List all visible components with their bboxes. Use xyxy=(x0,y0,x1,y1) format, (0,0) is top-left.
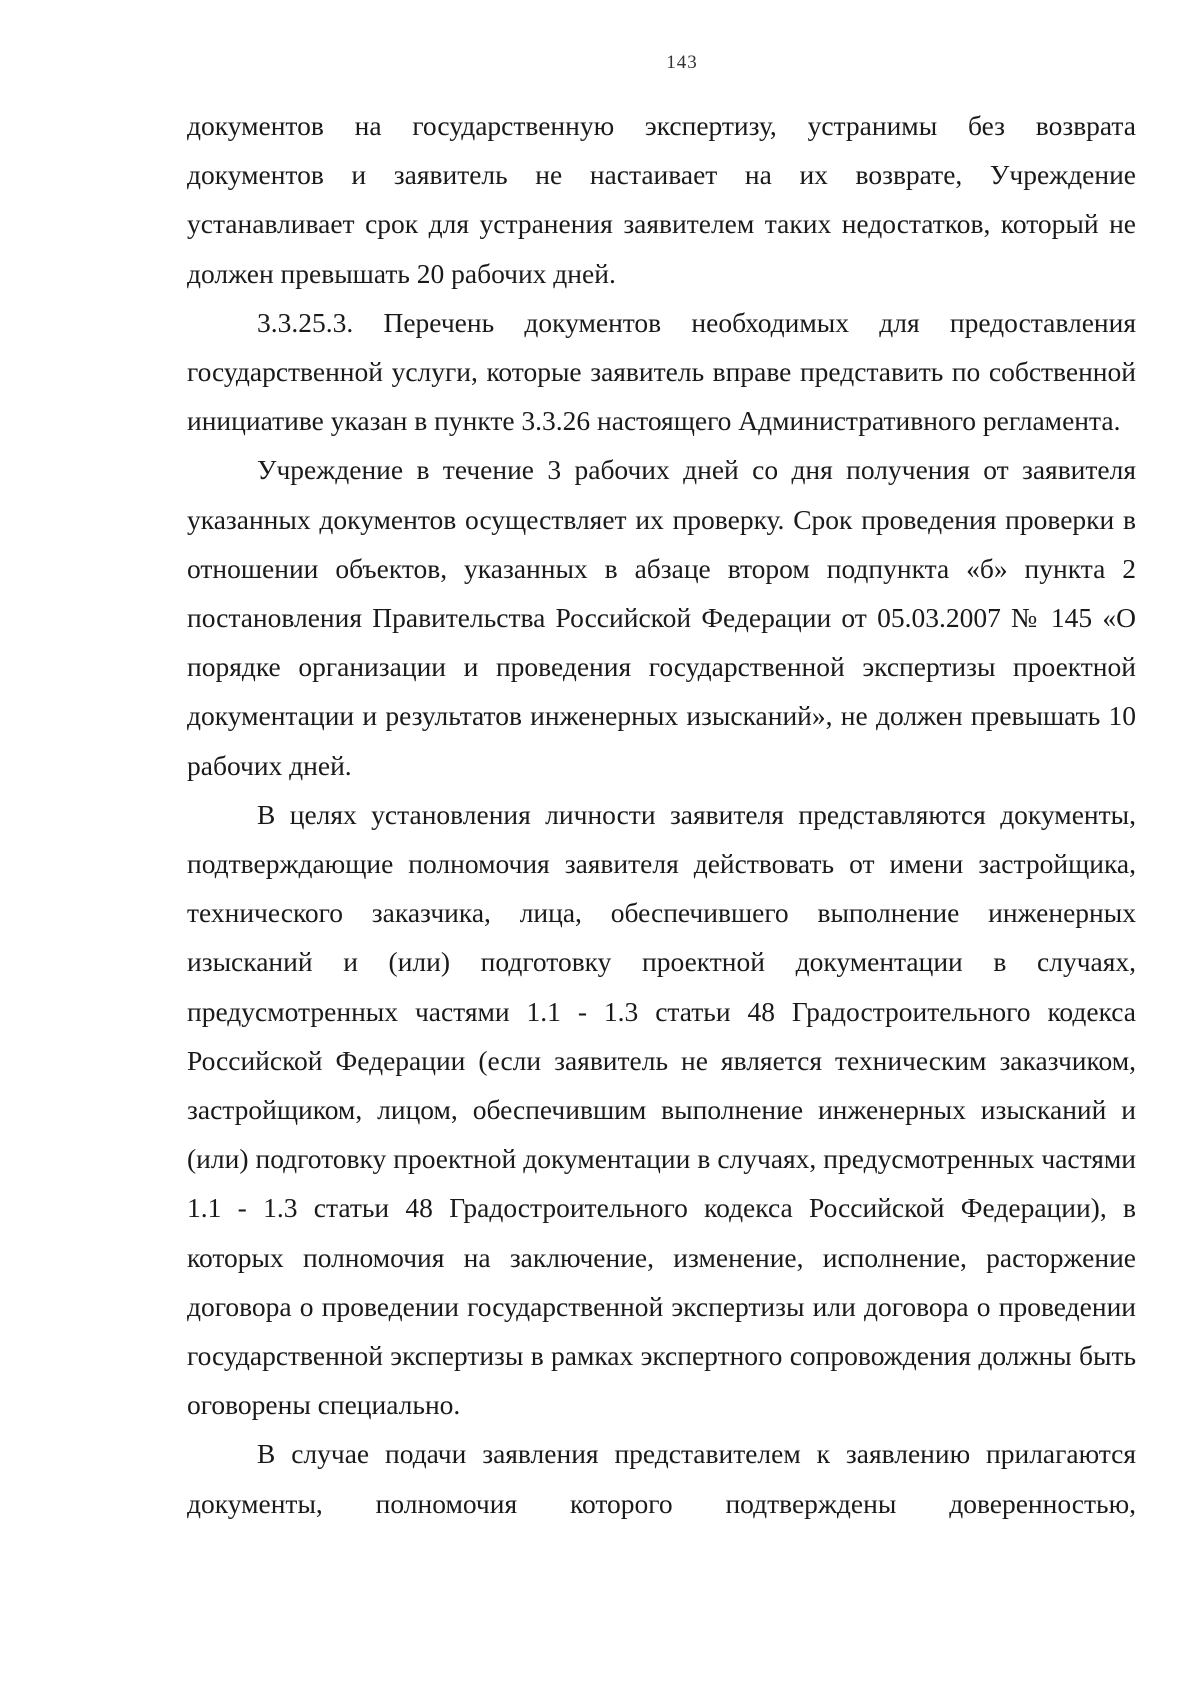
paragraph-continuation: документов на государственную экспертизу, устранимы без возврата документов и заявитель не настаивает на их возврате, Учреждение устанавливает срок для устранения заявителем таких недостатков, который не должен превышать 20 рабочих дней. xyxy=(187,110,1136,289)
paragraph-verification-period: Учреждение в течение 3 рабочих дней со дня получения от заявителя указанных документов осуществляет их проверку. Срок проведения проверки в отношении объектов, указанных в абзаце втором подпункта «б» пункта 2 постановления Правительства Российской Федерации от 05.03.2007 № 145 «О порядке организации и проведения государственной экспертизы проектной документации и результатов инженерных изысканий», не должен превышать 10 рабочих дней. xyxy=(187,454,1136,781)
document-body xyxy=(187,101,1136,1528)
paragraph-3-3-25-3: 3.3.25.3. Перечень документов необходимых для предоставления государственной услуги, которые заявитель вправе представить по собственной инициативе указан в пункте 3.3.26 настоящего Административного регламента. xyxy=(187,306,1136,437)
page-number: 143 xyxy=(666,52,698,73)
paragraph-representative: В случае подачи заявления представителем к заявлению прилагаются документы, полномочия которого подтверждены доверенностью, xyxy=(187,1438,1136,1519)
paragraph-identity-documents: В целях установления личности заявителя представляются документы, подтверждающие полномочия заявителя действовать от имени застройщика, технического заказчика, лица, обеспечившего выполнение инженерных изысканий и (или) подготовку проектной документации в случаях, предусмотренных частями 1.1 - 1.3 статьи 48 Градостроительного кодекса Российской Федерации (если заявитель не является техническим заказчиком, застройщиком, лицом, обеспечившим выполнение инженерных изысканий и (или) подготовку проектной документации в случаях, предусмотренных частями 1.1 - 1.3 статьи 48 Градостроительного кодекса Российской Федерации), в которых полномочия на заключение, изменение, исполнение, расторжение договора о проведении государственной экспертизы или договора о проведении государственной экспертизы в рамках экспертного сопровождения должны быть оговорены специально. xyxy=(187,798,1136,1421)
